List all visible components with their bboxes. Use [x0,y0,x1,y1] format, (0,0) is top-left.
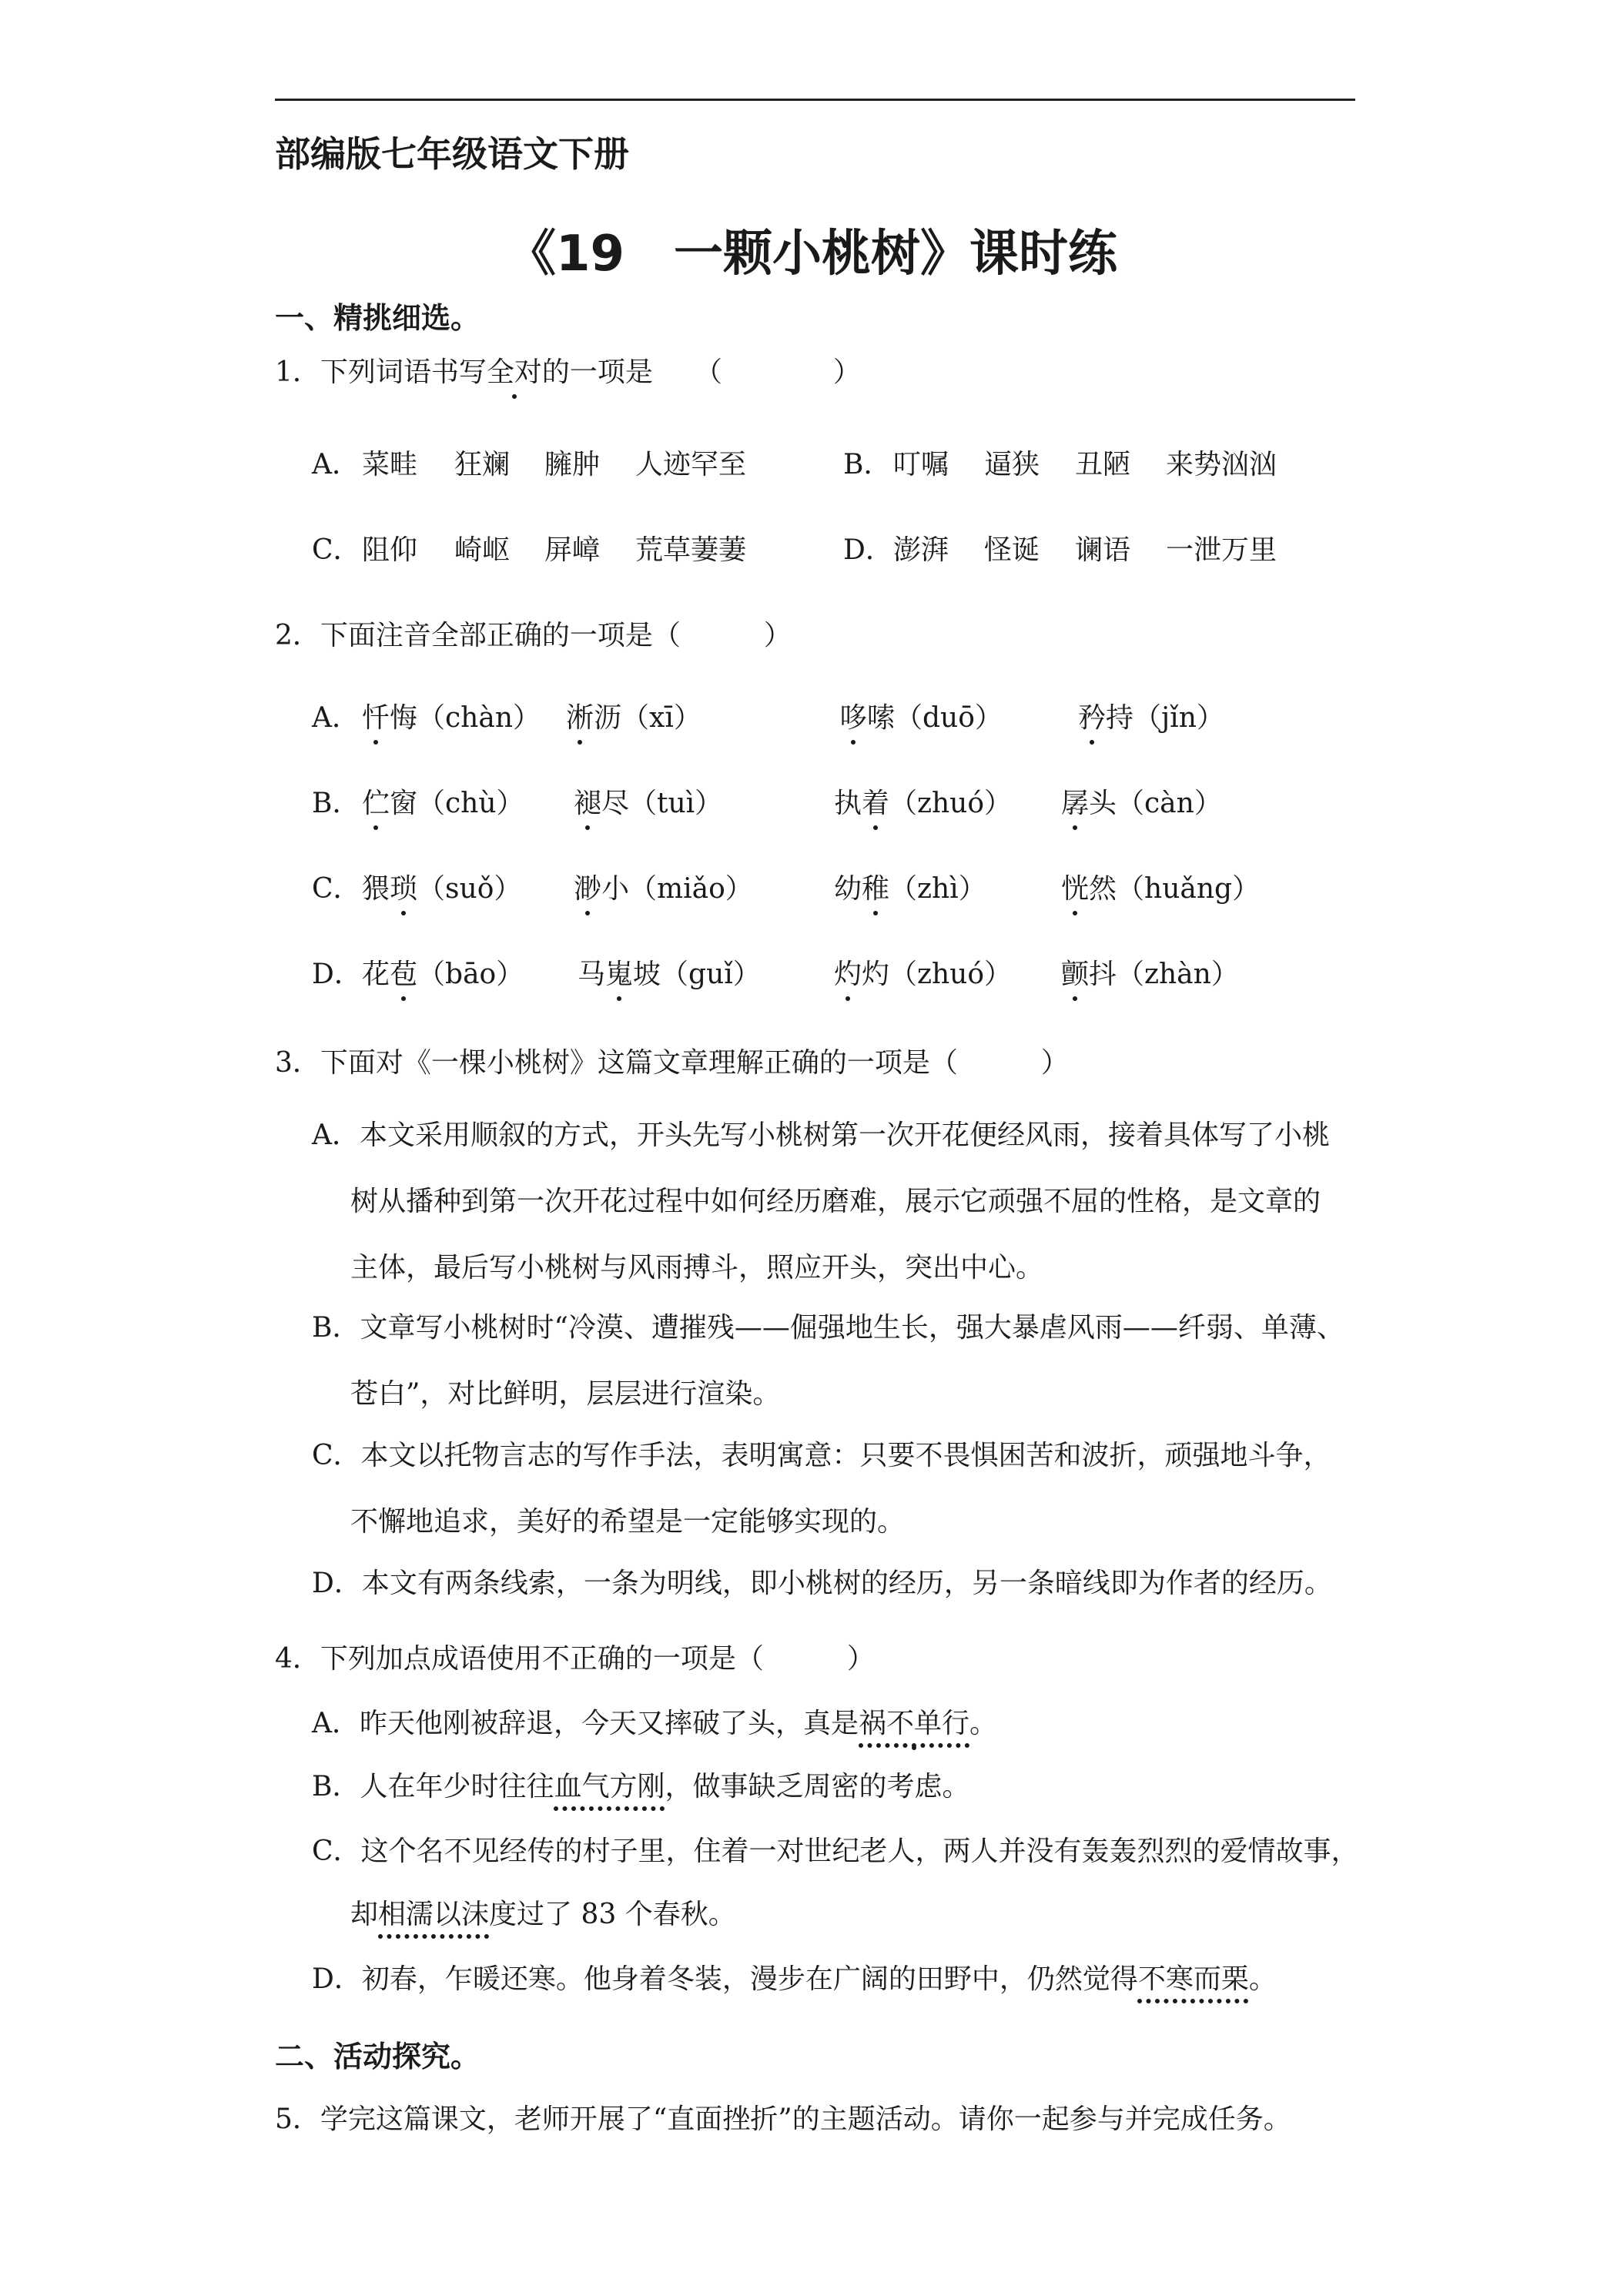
dotted-char: 褪 [574,782,601,821]
idiom: 祸不单行 [859,1702,969,1741]
pinyin-item [1078,696,1224,735]
dotted-char: 孱 [1061,782,1089,821]
plain-char: 马 [578,959,606,990]
text: ，做事缺乏周密的考虑。 [665,1771,970,1802]
reading: 头（càn） [1089,788,1222,819]
text: D．初春，乍暖还寒。他身着冬装，漫步在广阔的田野中，仍然觉得 [312,1963,1138,1995]
question-5-stem: 5．学完这篇课文，老师开展了“直面挫折”的主题活动。请你一起参与并完成任务。 [275,2104,1291,2135]
pinyin-item [574,867,753,906]
text-line: 主体，最后写小桃树与风雨搏斗，照应开头，突出中心。 [350,1252,1044,1284]
reading: 然（huǎng） [1089,873,1261,905]
q3-option-a [312,1103,1330,1301]
question-4-stem: 4．下列加点成语使用不正确的一项是（ ） [275,1643,875,1675]
question-2-stem: 2．下面注音全部正确的一项是（ ） [275,620,792,651]
word: 崎岖 [454,534,511,566]
option-label: B． [312,788,360,819]
question-1-stem [275,350,861,390]
reading: 沥（xī） [594,702,702,734]
word: 逼狭 [984,449,1040,480]
q3-option-d [312,1551,1332,1617]
q4-option-c-line2 [350,1893,736,1932]
dotted-char: 伫 [362,782,390,821]
plain-char: 花 [362,959,390,990]
dotted-char: 稚 [862,867,889,906]
option-label: A． [312,449,360,480]
book-title: 部编版七年级语文下册 [275,133,629,175]
q1-dotted-emphasis [487,356,542,388]
reading: 坡（guǐ） [633,959,761,990]
dotted-idiom: 血气方刚 [554,1771,665,1802]
page-title: 《19 一颗小桃树》课时练 [506,226,1118,283]
q1-stem-before: 1．下列词语书写 [275,356,487,388]
word: 叮嘱 [893,449,949,480]
reading: （suǒ） [417,873,522,905]
reading: 嗦（duō） [867,702,1003,734]
dotted-idiom: 相濡以沫 [378,1899,490,1930]
word: 丑陋 [1075,449,1131,480]
reading: （zhuó） [889,959,1013,990]
dotted-char: 渺 [574,867,601,906]
option-label: D． [312,959,362,990]
pinyin-item [834,782,1012,821]
text: 度过了 83 个春秋。 [489,1899,736,1930]
dotted-char: 着 [862,782,889,821]
plain-char: 灼 [862,959,890,990]
text-line: D．本文有两条线索，一条为明线，即小桃树的经历，另一条暗线即为作者的经历。 [312,1568,1332,1599]
word: 来势汹汹 [1166,449,1277,480]
dotted-char: 忏 [362,696,390,735]
text: B．人在年少时往往 [312,1771,554,1802]
text-line: B．文章写小桃树时“冷漠、遭摧残——倔强地生长，强大暴虐风雨——纤弱、单薄、 [312,1312,1344,1344]
q4-option-d [312,1957,1277,1996]
dotted-char: 苞 [390,952,417,992]
reading: 持（jǐn） [1106,702,1224,734]
word: 荒草萋萋 [635,534,747,566]
text-line: 不懈地追求，美好的希望是一定能够实现的。 [350,1506,906,1538]
pinyin-item [566,696,702,735]
dotted-idiom: 不寒而栗 [1137,1963,1249,1995]
dotted-char: 灼 [834,952,862,992]
text-line: C．本文以托物言志的写作手法，表明寓意：只要不畏惧困苦和波折，顽强地斗争， [312,1440,1331,1471]
pinyin-item [1061,867,1260,906]
text-line: A．本文采用顺叙的方式，开头先写小桃树第一次开花便经风雨，接着具体写了小桃 [312,1120,1330,1151]
reading: 尽（tuì） [601,788,723,819]
text: 。 [1248,1963,1277,1995]
word: 人迹罕至 [635,449,747,480]
dotted-char: 哆 [839,696,867,735]
word: 怪诞 [984,534,1040,566]
section-heading-2: 二、活动探究。 [275,2040,481,2073]
reading: （zhuó） [889,788,1013,819]
pinyin-item [574,782,722,821]
text-line: 树从播种到第一次开花过程中如何经历磨难，展示它顽强不屈的性格，是文章的 [350,1186,1321,1217]
word: 屏嶂 [544,534,601,566]
q4-option-a [312,1702,997,1741]
pinyin-item [362,867,521,906]
word: 狂斓 [454,449,511,480]
pinyin-item [1061,952,1239,992]
pinyin-item [834,952,1012,992]
text: 。 [969,1708,998,1739]
q3-option-c [312,1423,1331,1555]
pinyin-item [578,952,761,992]
pinyin-item [362,696,541,735]
pinyin-item [834,867,986,906]
option-label: D． [843,534,893,566]
dotted-char: 淅 [566,696,594,735]
section-heading-1: 一、精挑细选。 [275,301,481,335]
question-3-stem: 3．下面对《一棵小桃树》这篇文章理解正确的一项是（ ） [275,1047,1069,1079]
q4-option-c-line1: C．这个名不见经传的村子里，住着一对世纪老人，两人并没有轰轰烈烈的爱情故事， [312,1836,1359,1867]
word: 臃肿 [544,449,601,480]
dotted-char: 恍 [1061,867,1089,906]
word: 阻仰 [362,534,418,566]
reading: 窗（chù） [390,788,524,819]
reading: 抖（zhàn） [1089,959,1239,990]
reading: （bāo） [417,959,524,990]
word: 谰语 [1075,534,1131,566]
pinyin-item [1061,782,1222,821]
reading: 小（miǎo） [601,873,753,905]
option-label: C． [312,873,361,905]
reading: （zhì） [889,873,986,905]
word: 澎湃 [893,534,949,566]
option-label: C． [312,534,361,566]
text: A．昨天他刚被辞退，今天又摔破了头，真是 [312,1708,859,1739]
plain-char: 猥 [362,873,390,905]
header-rule [275,99,1355,101]
pinyin-item [362,782,524,821]
reading: 悔（chàn） [390,702,541,734]
text-line: 苍白”，对比鲜明，层层进行渲染。 [350,1378,781,1410]
q1-dotted: 全对 [487,350,542,390]
text: 却 [350,1899,379,1930]
dotted-char: 琐 [390,867,417,906]
q3-option-b [312,1295,1344,1427]
option-label: A． [312,702,360,734]
plain-char: 幼 [834,873,862,905]
plain-char: 执 [834,788,862,819]
pinyin-item [362,952,524,992]
dotted-char: 颤 [1061,952,1089,992]
dotted-idiom [859,1708,969,1739]
pinyin-item [839,696,1003,735]
word: 一泄万里 [1166,534,1277,566]
word: 菜畦 [362,449,418,480]
option-label: B． [843,449,892,480]
q1-stem-after: 的一项是 （ ） [541,356,861,388]
q4-option-b [312,1765,970,1804]
dotted-char: 嵬 [605,952,633,992]
dotted-char: 矜 [1078,696,1106,735]
